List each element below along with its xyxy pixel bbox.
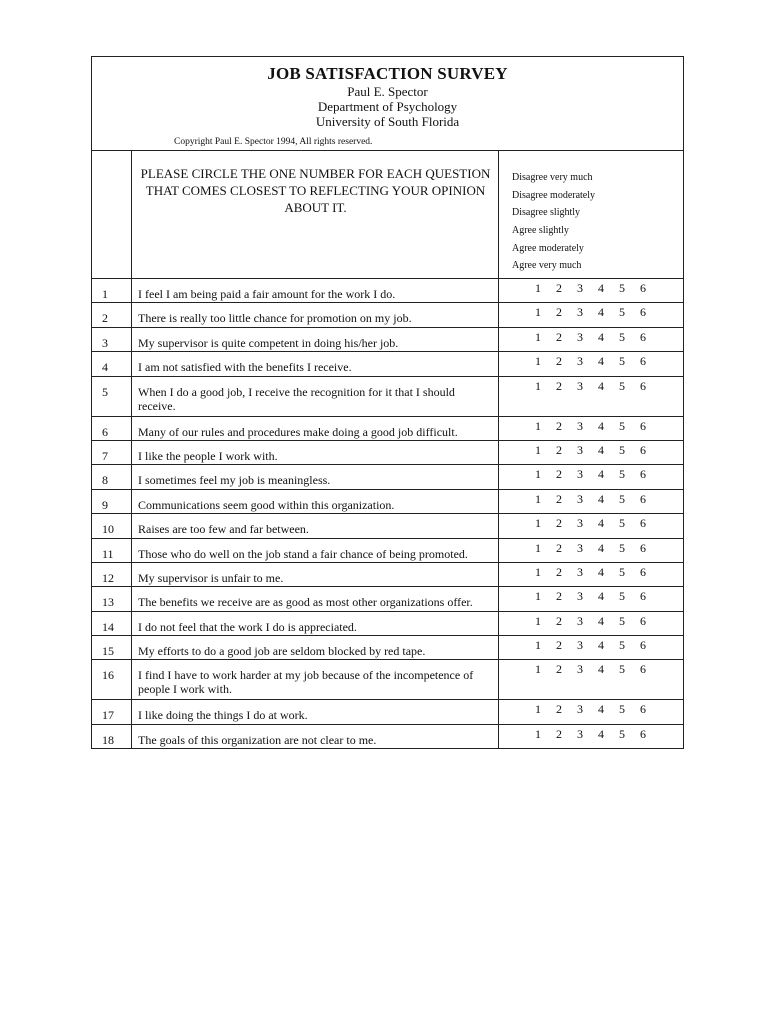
rating-option-5[interactable]: 5 (619, 329, 625, 344)
column-divider (498, 612, 499, 635)
question-row (92, 465, 683, 489)
question-row (92, 539, 683, 563)
rating-option-6[interactable]: 6 (640, 281, 646, 295)
rating-option-3[interactable]: 3 (577, 516, 583, 531)
rating-option-5[interactable]: 5 (619, 305, 625, 320)
rating-option-2[interactable]: 2 (556, 467, 562, 482)
rating-option-5[interactable]: 5 (619, 281, 625, 295)
rating-option-6[interactable]: 6 (640, 329, 646, 344)
rating-option-5[interactable]: 5 (619, 467, 625, 482)
rating-option-3[interactable]: 3 (577, 305, 583, 320)
rating-option-4[interactable]: 4 (598, 442, 604, 457)
column-divider (131, 441, 132, 464)
rating-option-1[interactable]: 1 (535, 442, 541, 457)
question-row (92, 514, 683, 538)
rating-options (535, 516, 661, 531)
rating-option-3[interactable]: 3 (577, 329, 583, 344)
question-text: When I do a good job, I receive the recognition for it that I should receive. (138, 384, 455, 413)
rating-option-5[interactable]: 5 (619, 540, 625, 555)
rating-option-3[interactable]: 3 (577, 589, 583, 604)
copyright-notice: Copyright Paul E. Spector 1994, All rights reserved. (174, 137, 373, 147)
rating-option-2[interactable]: 2 (556, 662, 562, 677)
column-divider (131, 377, 132, 416)
rating-option-1[interactable]: 1 (535, 281, 541, 295)
question-row (92, 441, 683, 465)
rating-option-4[interactable]: 4 (598, 491, 604, 506)
question-number: 3 (102, 335, 108, 350)
rating-option-4[interactable]: 4 (598, 378, 604, 393)
rating-option-1[interactable]: 1 (535, 418, 541, 433)
university-name: University of South Florida (315, 114, 460, 129)
rating-option-4[interactable]: 4 (598, 662, 604, 677)
rating-options (535, 541, 661, 556)
rating-option-2[interactable]: 2 (556, 354, 562, 369)
rating-option-5[interactable]: 5 (619, 726, 625, 741)
rating-option-5[interactable]: 5 (619, 378, 625, 393)
column-divider (498, 539, 499, 562)
rating-option-4[interactable]: 4 (598, 589, 604, 604)
rating-option-2[interactable]: 2 (556, 638, 562, 653)
question-list (92, 279, 683, 748)
rating-option-2[interactable]: 2 (556, 564, 562, 579)
column-divider (498, 441, 499, 464)
question-text: There is really too little chance for promotion on my job. (138, 311, 412, 326)
rating-options (535, 419, 661, 434)
rating-option-4[interactable]: 4 (598, 305, 604, 320)
rating-option-5[interactable]: 5 (619, 564, 625, 579)
question-row (92, 587, 683, 611)
rating-options (535, 589, 661, 604)
column-divider (498, 465, 499, 488)
survey-form (91, 56, 684, 749)
rating-option-3[interactable]: 3 (577, 662, 583, 677)
question-text: I find I have to work harder at my job because of the incompetence of people I work with. (138, 668, 474, 697)
rating-option-2[interactable]: 2 (556, 702, 562, 717)
rating-option-2[interactable]: 2 (556, 491, 562, 506)
rating-option-3[interactable]: 3 (577, 418, 583, 433)
question-text: The benefits we receive are as good as most other organizations offer. (138, 595, 473, 610)
column-divider (498, 328, 499, 351)
rating-option-3[interactable]: 3 (577, 564, 583, 579)
question-number: 13 (102, 595, 114, 610)
column-divider (131, 587, 132, 610)
rating-options (535, 492, 661, 507)
instructions-text: PLEASE CIRCLE THE ONE NUMBER FOR EACH QUESTION THAT COMES CLOSEST TO REFLECTING YOUR OPINION ABOUT IT. (140, 166, 491, 215)
column-divider (131, 490, 132, 513)
instructions-row (92, 151, 683, 279)
question-text: I like doing the things I do at work. (138, 708, 308, 723)
question-text: My efforts to do a good job are seldom blocked by red tape. (138, 644, 426, 659)
question-row (92, 279, 683, 303)
rating-option-3[interactable]: 3 (577, 726, 583, 741)
question-row (92, 377, 683, 417)
rating-option-5[interactable]: 5 (619, 589, 625, 604)
rating-option-4[interactable]: 4 (598, 516, 604, 531)
rating-option-6[interactable]: 6 (640, 442, 646, 457)
column-divider (498, 587, 499, 610)
question-row (92, 563, 683, 587)
rating-options (535, 281, 661, 296)
question-text: I like the people I work with. (138, 448, 278, 463)
question-text: Communications seem good within this organization. (138, 497, 395, 512)
rating-option-4[interactable]: 4 (598, 702, 604, 717)
rating-option-1[interactable]: 1 (535, 662, 541, 677)
rating-option-6[interactable]: 6 (640, 589, 646, 604)
question-number: 10 (102, 522, 114, 537)
rating-option-2[interactable]: 2 (556, 540, 562, 555)
rating-option-2[interactable]: 2 (556, 305, 562, 320)
rating-option-5[interactable]: 5 (619, 491, 625, 506)
question-text: I am not satisfied with the benefits I receive. (138, 360, 352, 375)
rating-option-5[interactable]: 5 (619, 516, 625, 531)
rating-option-6[interactable]: 6 (640, 613, 646, 628)
column-divider (498, 514, 499, 537)
rating-option-4[interactable]: 4 (598, 726, 604, 741)
question-row (92, 490, 683, 514)
rating-option-6[interactable]: 6 (640, 305, 646, 320)
column-divider (131, 660, 132, 699)
rating-options (535, 443, 661, 458)
question-number: 16 (102, 668, 114, 683)
scale-legend (512, 172, 595, 278)
rating-option-6[interactable]: 6 (640, 467, 646, 482)
rating-option-4[interactable]: 4 (598, 540, 604, 555)
rating-option-2[interactable]: 2 (556, 281, 562, 295)
question-row (92, 700, 683, 724)
column-divider (131, 303, 132, 326)
rating-options (535, 330, 661, 345)
question-row (92, 328, 683, 352)
rating-option-5[interactable]: 5 (619, 613, 625, 628)
question-number: 17 (102, 708, 114, 723)
rating-option-3[interactable]: 3 (577, 354, 583, 369)
rating-options (535, 727, 661, 742)
question-number: 7 (102, 448, 108, 463)
scale-label: Agree slightly (512, 225, 569, 237)
question-text: My supervisor is quite competent in doing his/her job. (138, 335, 399, 350)
column-divider (131, 563, 132, 586)
question-text: I do not feel that the work I do is appreciated. (138, 619, 357, 634)
rating-option-1[interactable]: 1 (535, 702, 541, 717)
column-divider (131, 612, 132, 635)
rating-option-3[interactable]: 3 (577, 467, 583, 482)
rating-option-1[interactable]: 1 (535, 305, 541, 320)
question-number: 18 (102, 732, 114, 747)
rating-option-6[interactable]: 6 (640, 378, 646, 393)
rating-options (535, 614, 661, 629)
question-text: Raises are too few and far between. (138, 522, 309, 537)
question-row (92, 417, 683, 441)
rating-option-4[interactable]: 4 (598, 613, 604, 628)
survey-title: JOB SATISFACTION SURVEY (267, 64, 508, 83)
question-number: 1 (102, 287, 108, 301)
rating-option-1[interactable]: 1 (535, 491, 541, 506)
rating-option-4[interactable]: 4 (598, 467, 604, 482)
column-divider (498, 725, 499, 748)
rating-options (535, 305, 661, 320)
rating-option-1[interactable]: 1 (535, 638, 541, 653)
question-number: 8 (102, 473, 108, 488)
rating-option-2[interactable]: 2 (556, 378, 562, 393)
rating-options (535, 662, 661, 677)
rating-option-5[interactable]: 5 (619, 442, 625, 457)
question-number: 4 (102, 360, 108, 375)
rating-option-5[interactable]: 5 (619, 662, 625, 677)
rating-option-2[interactable]: 2 (556, 418, 562, 433)
rating-option-2[interactable]: 2 (556, 613, 562, 628)
column-divider (498, 563, 499, 586)
question-text: My supervisor is unfair to me. (138, 570, 284, 585)
rating-option-3[interactable]: 3 (577, 378, 583, 393)
question-number: 15 (102, 644, 114, 659)
question-row (92, 660, 683, 700)
column-divider (131, 417, 132, 440)
question-text: Those who do well on the job stand a fair chance of being promoted. (138, 546, 468, 561)
rating-option-3[interactable]: 3 (577, 491, 583, 506)
rating-option-1[interactable]: 1 (535, 726, 541, 741)
rating-option-4[interactable]: 4 (598, 281, 604, 295)
rating-option-6[interactable]: 6 (640, 418, 646, 433)
rating-option-5[interactable]: 5 (619, 418, 625, 433)
column-divider (131, 725, 132, 748)
question-row (92, 612, 683, 636)
question-number: 12 (102, 570, 114, 585)
column-divider (498, 279, 499, 302)
author-name: Paul E. Spector (347, 84, 428, 99)
rating-options (535, 354, 661, 369)
column-divider (131, 352, 132, 375)
rating-option-1[interactable]: 1 (535, 329, 541, 344)
rating-option-5[interactable]: 5 (619, 702, 625, 717)
column-divider (131, 514, 132, 537)
rating-option-6[interactable]: 6 (640, 491, 646, 506)
rating-option-4[interactable]: 4 (598, 564, 604, 579)
rating-option-3[interactable]: 3 (577, 540, 583, 555)
column-divider (498, 303, 499, 326)
question-text: I sometimes feel my job is meaningless. (138, 473, 331, 488)
department-name: Department of Psychology (317, 99, 458, 114)
scale-label: Disagree moderately (512, 189, 596, 201)
rating-option-1[interactable]: 1 (535, 540, 541, 555)
column-divider (131, 465, 132, 488)
rating-option-4[interactable]: 4 (598, 354, 604, 369)
rating-option-2[interactable]: 2 (556, 442, 562, 457)
rating-option-1[interactable]: 1 (535, 589, 541, 604)
rating-option-2[interactable]: 2 (556, 329, 562, 344)
rating-option-2[interactable]: 2 (556, 516, 562, 531)
column-divider (131, 328, 132, 351)
rating-option-2[interactable]: 2 (556, 726, 562, 741)
column-divider (498, 490, 499, 513)
survey-header (92, 57, 683, 151)
rating-options (535, 467, 661, 482)
rating-option-3[interactable]: 3 (577, 613, 583, 628)
rating-option-6[interactable]: 6 (640, 662, 646, 677)
question-row (92, 352, 683, 376)
rating-options (535, 565, 661, 580)
rating-options (535, 638, 661, 653)
column-divider (131, 279, 132, 302)
question-text: I feel I am being paid a fair amount for the work I do. (138, 287, 396, 301)
question-number: 2 (102, 311, 108, 326)
question-number: 5 (102, 384, 108, 399)
rating-option-1[interactable]: 1 (535, 467, 541, 482)
question-row (92, 636, 683, 660)
rating-option-2[interactable]: 2 (556, 589, 562, 604)
question-text: The goals of this organization are not clear to me. (138, 732, 377, 747)
rating-option-4[interactable]: 4 (598, 418, 604, 433)
rating-options (535, 379, 661, 394)
rating-option-5[interactable]: 5 (619, 638, 625, 653)
rating-option-6[interactable]: 6 (640, 638, 646, 653)
rating-option-4[interactable]: 4 (598, 329, 604, 344)
question-row (92, 303, 683, 327)
question-text: Many of our rules and procedures make doing a good job difficult. (138, 424, 458, 439)
scale-label: Agree moderately (512, 242, 584, 254)
question-number: 6 (102, 424, 108, 439)
rating-option-3[interactable]: 3 (577, 702, 583, 717)
rating-option-6[interactable]: 6 (640, 564, 646, 579)
column-divider (498, 377, 499, 416)
column-divider (498, 417, 499, 440)
rating-option-6[interactable]: 6 (640, 354, 646, 369)
rating-option-6[interactable]: 6 (640, 726, 646, 741)
rating-option-3[interactable]: 3 (577, 281, 583, 295)
question-number: 14 (102, 619, 114, 634)
question-number: 11 (102, 546, 114, 561)
rating-options (535, 702, 661, 717)
rating-option-1[interactable]: 1 (535, 564, 541, 579)
question-row (92, 725, 683, 748)
rating-option-3[interactable]: 3 (577, 442, 583, 457)
scale-label: Agree very much (512, 260, 582, 272)
rating-option-6[interactable]: 6 (640, 516, 646, 531)
question-number: 9 (102, 497, 108, 512)
rating-option-6[interactable]: 6 (640, 702, 646, 717)
rating-option-1[interactable]: 1 (535, 613, 541, 628)
rating-option-1[interactable]: 1 (535, 354, 541, 369)
rating-option-5[interactable]: 5 (619, 354, 625, 369)
rating-option-6[interactable]: 6 (640, 540, 646, 555)
column-divider (498, 352, 499, 375)
column-divider (498, 700, 499, 723)
column-divider (498, 636, 499, 659)
column-divider (131, 539, 132, 562)
scale-label: Disagree very much (512, 172, 593, 183)
rating-option-1[interactable]: 1 (535, 378, 541, 393)
column-divider (131, 636, 132, 659)
column-divider (131, 700, 132, 723)
rating-option-1[interactable]: 1 (535, 516, 541, 531)
column-divider (498, 660, 499, 699)
rating-option-4[interactable]: 4 (598, 638, 604, 653)
scale-label: Disagree slightly (512, 207, 581, 219)
rating-option-3[interactable]: 3 (577, 638, 583, 653)
